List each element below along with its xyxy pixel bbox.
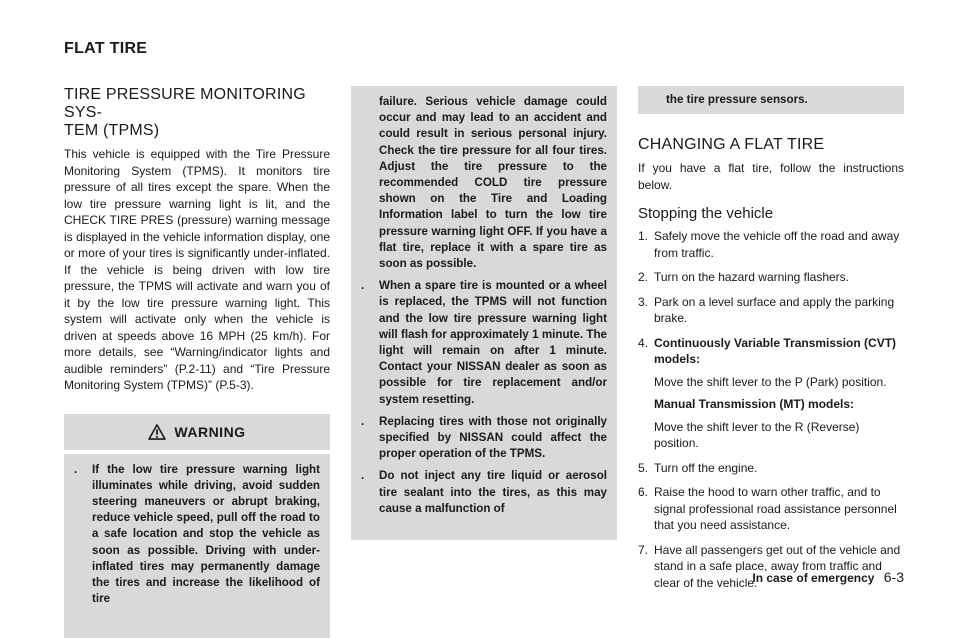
warning-box-2 <box>351 86 617 540</box>
warning-box-3 <box>638 86 904 114</box>
warning-bullet-1-text: If the low tire pressure warning light illuminates while driving, avoid sudden steering maneuvers or abrupt braking, reduce vehicle speed, pull off the road to a safe location and stop the vehicle as soon as possible. Driving with under-inflated tires may permanently damage the tires and increase the likelihood of tire <box>92 462 320 606</box>
warning-bullet-1-continued: failure. Serious vehicle damage could occur and may lead to an accident and could result in serious personal injury. Check the tire pressure for all four tires. Adjust the tire pressure to the recommended COLD tire pressure shown on the Tire and Loading Information label to turn the low tire pressure warning light OFF. If you have a flat tire, replace it with a spare tire as soon as possible. <box>379 95 607 271</box>
page-number: 6-3 <box>883 569 904 585</box>
warning-bullet: . Replacing tires with those not originally specified by NISSAN could affect the proper operation of the TPMS. <box>361 414 607 463</box>
stopping-vehicle-subheading: Stopping the vehicle <box>638 205 774 223</box>
column-3 <box>638 86 904 599</box>
warning-header <box>64 414 330 450</box>
warning-bullet: . When a spare tire is mounted or a wheel is replaced, the TPMS will not function and the low tire pressure warning light will flash for approximately 1 minute. The light will remain on after 1 minute. Contact your NISSAN dealer as soon as possible for tire replacement and/or system resetting. <box>361 278 607 408</box>
warning-bullet-4-continued: the tire pressure sensors. <box>666 93 808 106</box>
warning-bullet: . Do not inject any tire liquid or aerosol tire sealant into the tires, as this may cause a malfunction of <box>361 468 607 517</box>
warning-bullet: . If the low tire pressure warning light illuminates while driving, avoid sudden steering maneuvers or abrupt braking, reduce vehicle speed, pull off the road to a safe location and stop the vehicle as soon as possible. Driving with under-inflated tires may permanently damage the tires and increase the likelihood of tire <box>74 462 320 608</box>
changing-tire-intro: If you have a flat tire, follow the instructions below. <box>638 161 904 192</box>
warning-bullet-4-text: Do not inject any tire liquid or aerosol tire sealant into the tires, as this may cause a malfunction of <box>379 469 607 515</box>
warning-bullet-2-text: When a spare tire is mounted or a wheel is replaced, the TPMS will not function and the low tire pressure warning light will flash for approximately 1 minute. The light will remain on after 1 minute. Contact your NISSAN dealer as soon as possible for tire replacement and/or system resetting. <box>379 279 607 406</box>
list-item: 7. Have all passengers get out of the vehicle and stand in a safe place, away from traffic and clear of the vehicle. <box>638 542 901 590</box>
list-item: 1. Safely move the vehicle off the road and away from traffic. <box>638 229 900 260</box>
list-item: 6. Raise the hood to warn other traffic, and to signal professional road assistance personnel that you need assistance. <box>638 485 897 533</box>
list-item: 4. Continuously Variable Transmission (CVT) models: Move the shift lever to the P (Park) position. Manual Transmission (MT) models: Move the shift lever to the R (Reverse) position. <box>638 335 897 451</box>
warning-box-1 <box>64 454 330 638</box>
list-item: 3. Park on a level surface and apply the parking brake. <box>638 294 895 326</box>
warning-label: WARNING <box>174 423 246 440</box>
warning-triangle-icon <box>148 424 166 440</box>
steps-list <box>638 228 904 591</box>
list-item: 5. Turn off the engine. <box>638 460 758 475</box>
page-title: FLAT TIRE <box>64 40 148 57</box>
page-footer <box>752 569 904 585</box>
tpms-paragraph: This vehicle is equipped with the Tire Pressure Monitoring System (TPMS). It monitors tire pressure of all tires except the spare. When the low tire pressure warning light is lit, and the CHECK TIRE PRES (pressure) warning message is displayed in the vehicle information display, one or more of your tires is significantly under-inflated. If the vehicle is being driven with low tire pressure, the TPMS will activate and warn you of it by the low tire pressure warning light. This system will activate only when the vehicle is driven at speeds above 16 MPH (25 km/h). For more details, see “Warning/indicator lights and audible reminders” (P.2-11) and “Tire Pressure Monitoring System (TPMS)” (P.5-3). <box>64 147 330 392</box>
footer-section: In case of emergency <box>752 571 875 585</box>
warning-bullet-3-text: Replacing tires with those not originally specified by NISSAN could affect the proper operation of the TPMS. <box>379 414 607 461</box>
column-1 <box>64 86 330 638</box>
tpms-heading: TIRE PRESSURE MONITORING SYS- TEM (TPMS) <box>64 86 306 139</box>
list-item: 2. Turn on the hazard warning flashers. <box>638 270 849 285</box>
changing-tire-heading: CHANGING A FLAT TIRE <box>638 136 825 154</box>
column-2 <box>351 86 617 540</box>
